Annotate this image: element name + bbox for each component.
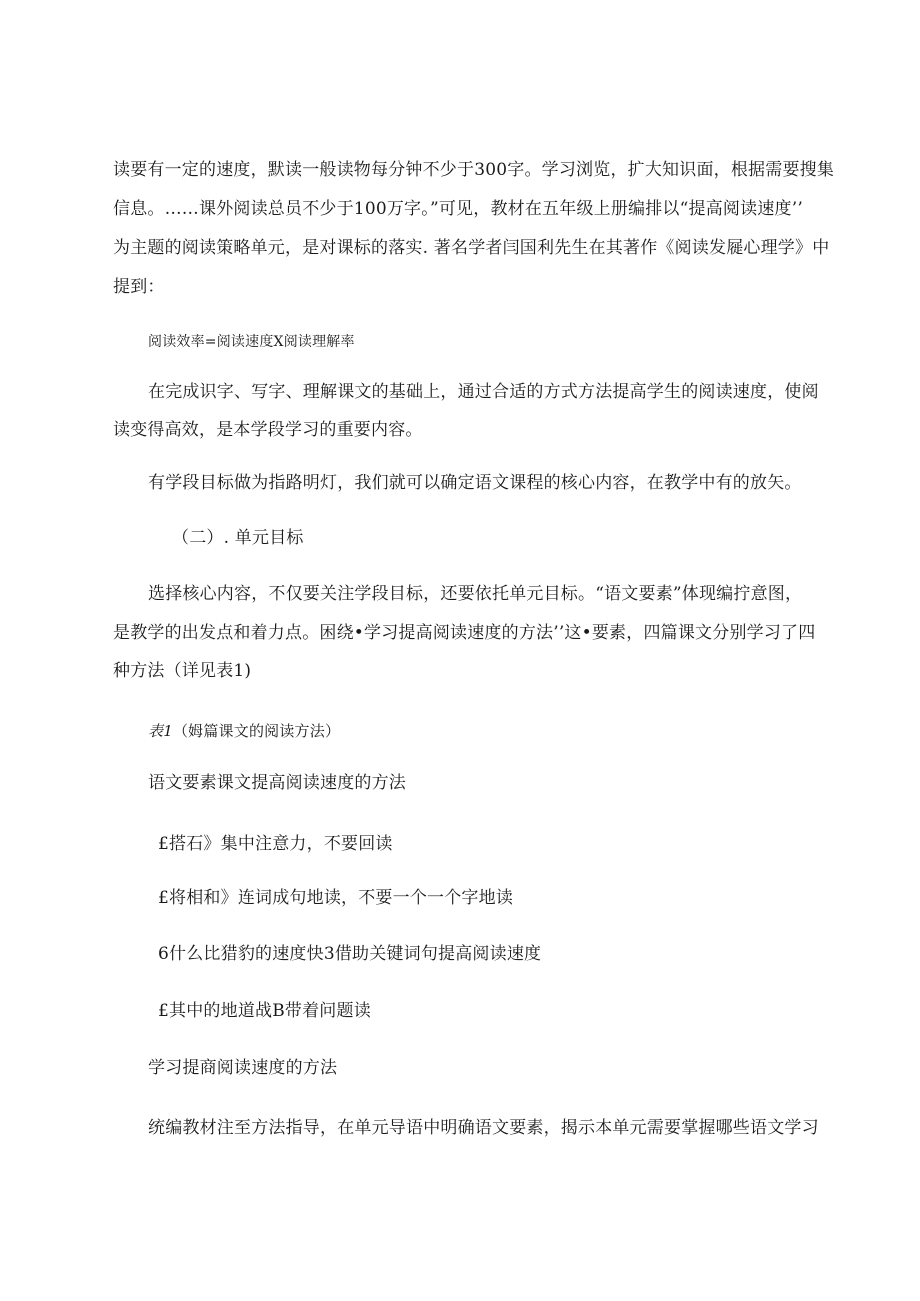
paragraph-line: 读要有一定的速度，默读一般读物每分钟不少于300字。学习浏览，扩大知识面，根据需要搜集 <box>113 160 835 180</box>
paragraph-line: 有学段目标做为指路明灯，我们就可以确定语文课程的核心内容，在教学中有的放矢。 <box>148 473 802 493</box>
paragraph-line: 种方法（详见表1) <box>113 661 252 681</box>
table-row: £其中的地道战B带着问题读 <box>158 1001 371 1021</box>
paragraph-line: 统编教材注至方法指导，在单元导语中明确语文要素，揭示本单元需要掌握哪些语文学习 <box>148 1118 819 1138</box>
paragraph-line: 在完成识字、写字、理解课文的基础上，通过合适的方式方法提高学生的阅读速度，使阅 <box>148 382 819 402</box>
paragraph-line: 信息。……课外阅读总员不少于100万字。”可见，教材在五年级上册编排以“提高阅读速度’’ <box>113 199 803 219</box>
table-header: 语文要素课文提高阅读速度的方法 <box>148 773 406 793</box>
table-row: £搭石》集中注意力，不要回读 <box>158 834 393 854</box>
paragraph-line: 为主题的阅读策略单元，是对课标的落实. 著名学者闫国利先生在其著作《阅读发屣心理学》中 <box>113 238 830 258</box>
section-heading: （二）. 单元目标 <box>172 528 304 548</box>
paragraph-line: 读变得高效，是本学段学习的重要内容。 <box>113 420 423 440</box>
table-caption-text: （姆篇课文的阅读方法） <box>172 722 341 740</box>
paragraph-line: 提到： <box>113 277 165 297</box>
paragraph-line: 选择核心内容，不仅要关注学段目标，还要依托单元目标。“语文要素”体现编拧意图， <box>148 584 803 604</box>
paragraph-line: 是教学的出发点和着力点。困绕•学习提高阅读速度的方法’’这•要素，四篇课文分别学习了四 <box>113 623 816 643</box>
table-caption <box>148 719 340 743</box>
table-caption-label: 表1 <box>148 722 173 740</box>
table-row: 6什么比猎豹的速度快3借助关键词句提高阅读速度 <box>158 944 542 964</box>
formula-text: 阅读效率=阅读速度X阅读理解率 <box>148 334 355 350</box>
table-footer: 学习提商阅读速度的方法 <box>148 1058 338 1078</box>
table-row: £将相和》连词成句地读，不要一个一个字地读 <box>158 888 514 908</box>
